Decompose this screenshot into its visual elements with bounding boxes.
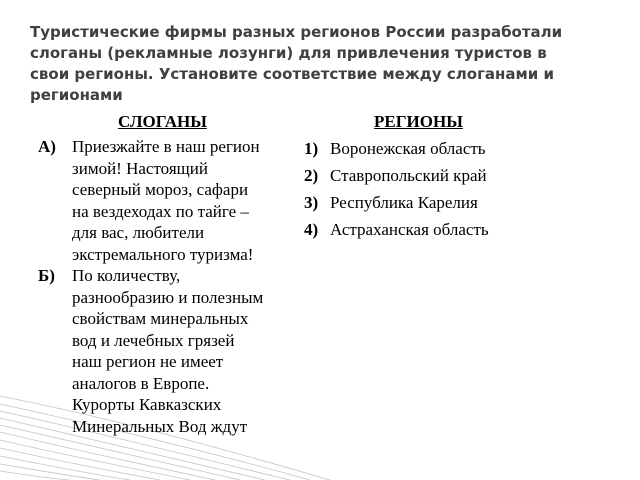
region-number: 4) xyxy=(304,220,319,239)
slogan-item-b xyxy=(38,265,290,437)
slogan-item-a xyxy=(38,136,290,265)
region-item-4 xyxy=(304,220,489,240)
region-name: Республика Карелия xyxy=(330,193,478,212)
region-name: Астраханская область xyxy=(330,220,489,239)
region-number: 3) xyxy=(304,193,319,212)
slogans-header: СЛОГАНЫ xyxy=(118,112,207,131)
region-number: 1) xyxy=(304,139,319,158)
region-item-2 xyxy=(304,166,487,186)
region-item-1 xyxy=(304,139,486,159)
region-name: Воронежская область xyxy=(330,139,486,158)
slogan-letter: Б) xyxy=(38,266,55,285)
region-number: 2) xyxy=(304,166,319,185)
slogan-text: Приезжайте в наш регион зимой! Настоящий северный мороз, сафари на вездеходах по тайге – для вас, любители экстремального туризма! xyxy=(72,137,260,264)
region-name: Ставропольский край xyxy=(330,166,487,185)
page-title: Туристические фирмы разных регионов России разработали слоганы (рекламные лозунги) для привлечения туристов в свои регионы. Установите соответствие между слоганами и регионами xyxy=(30,23,563,104)
regions-header: РЕГИОНЫ xyxy=(374,112,463,131)
slogan-text: По количеству, разнообразию и полезным свойствам минеральных вод и лечебных грязей наш регион не имеет аналогов в Европе. Курорты Кавказских Минеральных Вод ждут xyxy=(72,266,264,436)
region-item-3 xyxy=(304,193,478,213)
slogan-letter: А) xyxy=(38,137,56,156)
